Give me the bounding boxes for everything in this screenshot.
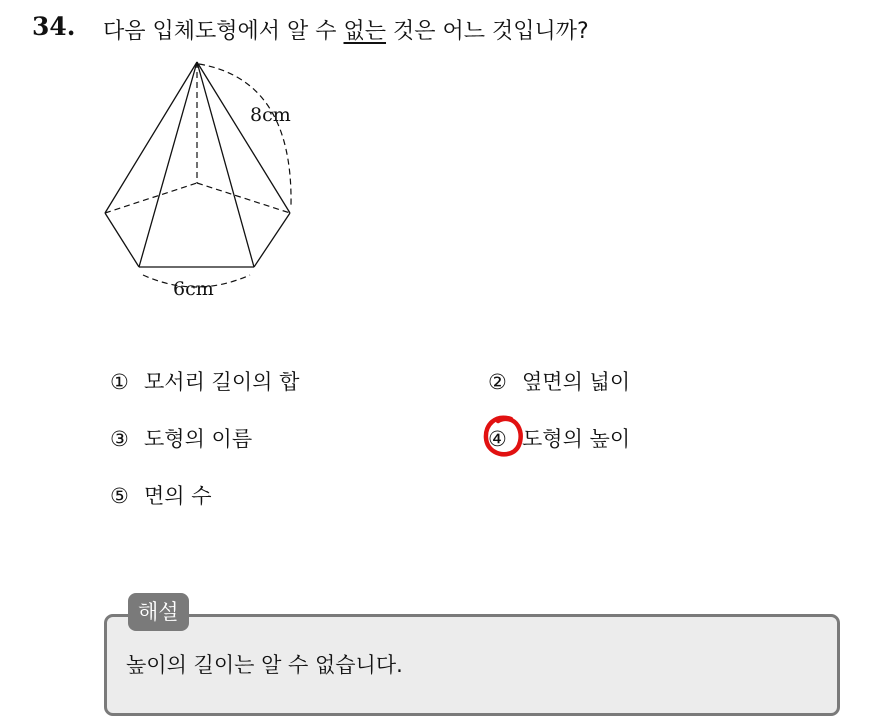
edge-measure-arc bbox=[199, 64, 291, 205]
pyramid-base-edge bbox=[105, 213, 139, 267]
choice-3-text: 도형의 이름 bbox=[144, 427, 253, 451]
choice-2-number: ② bbox=[488, 370, 507, 394]
choice-4-number: ④ bbox=[488, 427, 507, 451]
question-number: 34. bbox=[32, 12, 76, 41]
answer-circle-mark bbox=[481, 413, 525, 459]
pyramid-hidden-edge bbox=[105, 183, 197, 213]
pyramid-edge bbox=[105, 62, 197, 213]
choice-4-text: 도형의 높이 bbox=[522, 427, 631, 451]
choice-2[interactable] bbox=[488, 366, 630, 396]
pyramid-base-edge bbox=[254, 213, 290, 267]
solution-text: 높이의 길이는 알 수 없습니다. bbox=[126, 653, 403, 677]
question-text-after: 것은 어느 것입니까? bbox=[386, 19, 589, 44]
choice-1-number: ① bbox=[110, 370, 129, 394]
choice-5-number: ⑤ bbox=[110, 484, 129, 508]
pentagonal-pyramid-figure bbox=[95, 55, 310, 305]
question-text bbox=[103, 14, 589, 45]
question-text-underlined: 없는 bbox=[343, 19, 387, 44]
pyramid-edge bbox=[197, 62, 290, 213]
choice-5-text: 면의 수 bbox=[144, 484, 212, 508]
choice-3-number: ③ bbox=[110, 427, 129, 451]
solution-label: 해설 bbox=[128, 593, 189, 631]
choice-2-text: 옆면의 넓이 bbox=[522, 370, 631, 394]
choice-1-text: 모서리 길이의 합 bbox=[144, 370, 300, 394]
base-length-label: 6cm bbox=[173, 278, 214, 300]
question-text-before: 다음 입체도형에서 알 수 bbox=[103, 19, 344, 44]
pyramid-hidden-edge bbox=[197, 183, 290, 213]
choice-1[interactable] bbox=[110, 366, 299, 396]
choice-3[interactable] bbox=[110, 423, 252, 453]
choice-5[interactable] bbox=[110, 480, 212, 510]
edge-length-label: 8cm bbox=[250, 104, 291, 126]
pyramid-edge bbox=[197, 62, 254, 267]
pyramid-edge bbox=[139, 62, 197, 267]
